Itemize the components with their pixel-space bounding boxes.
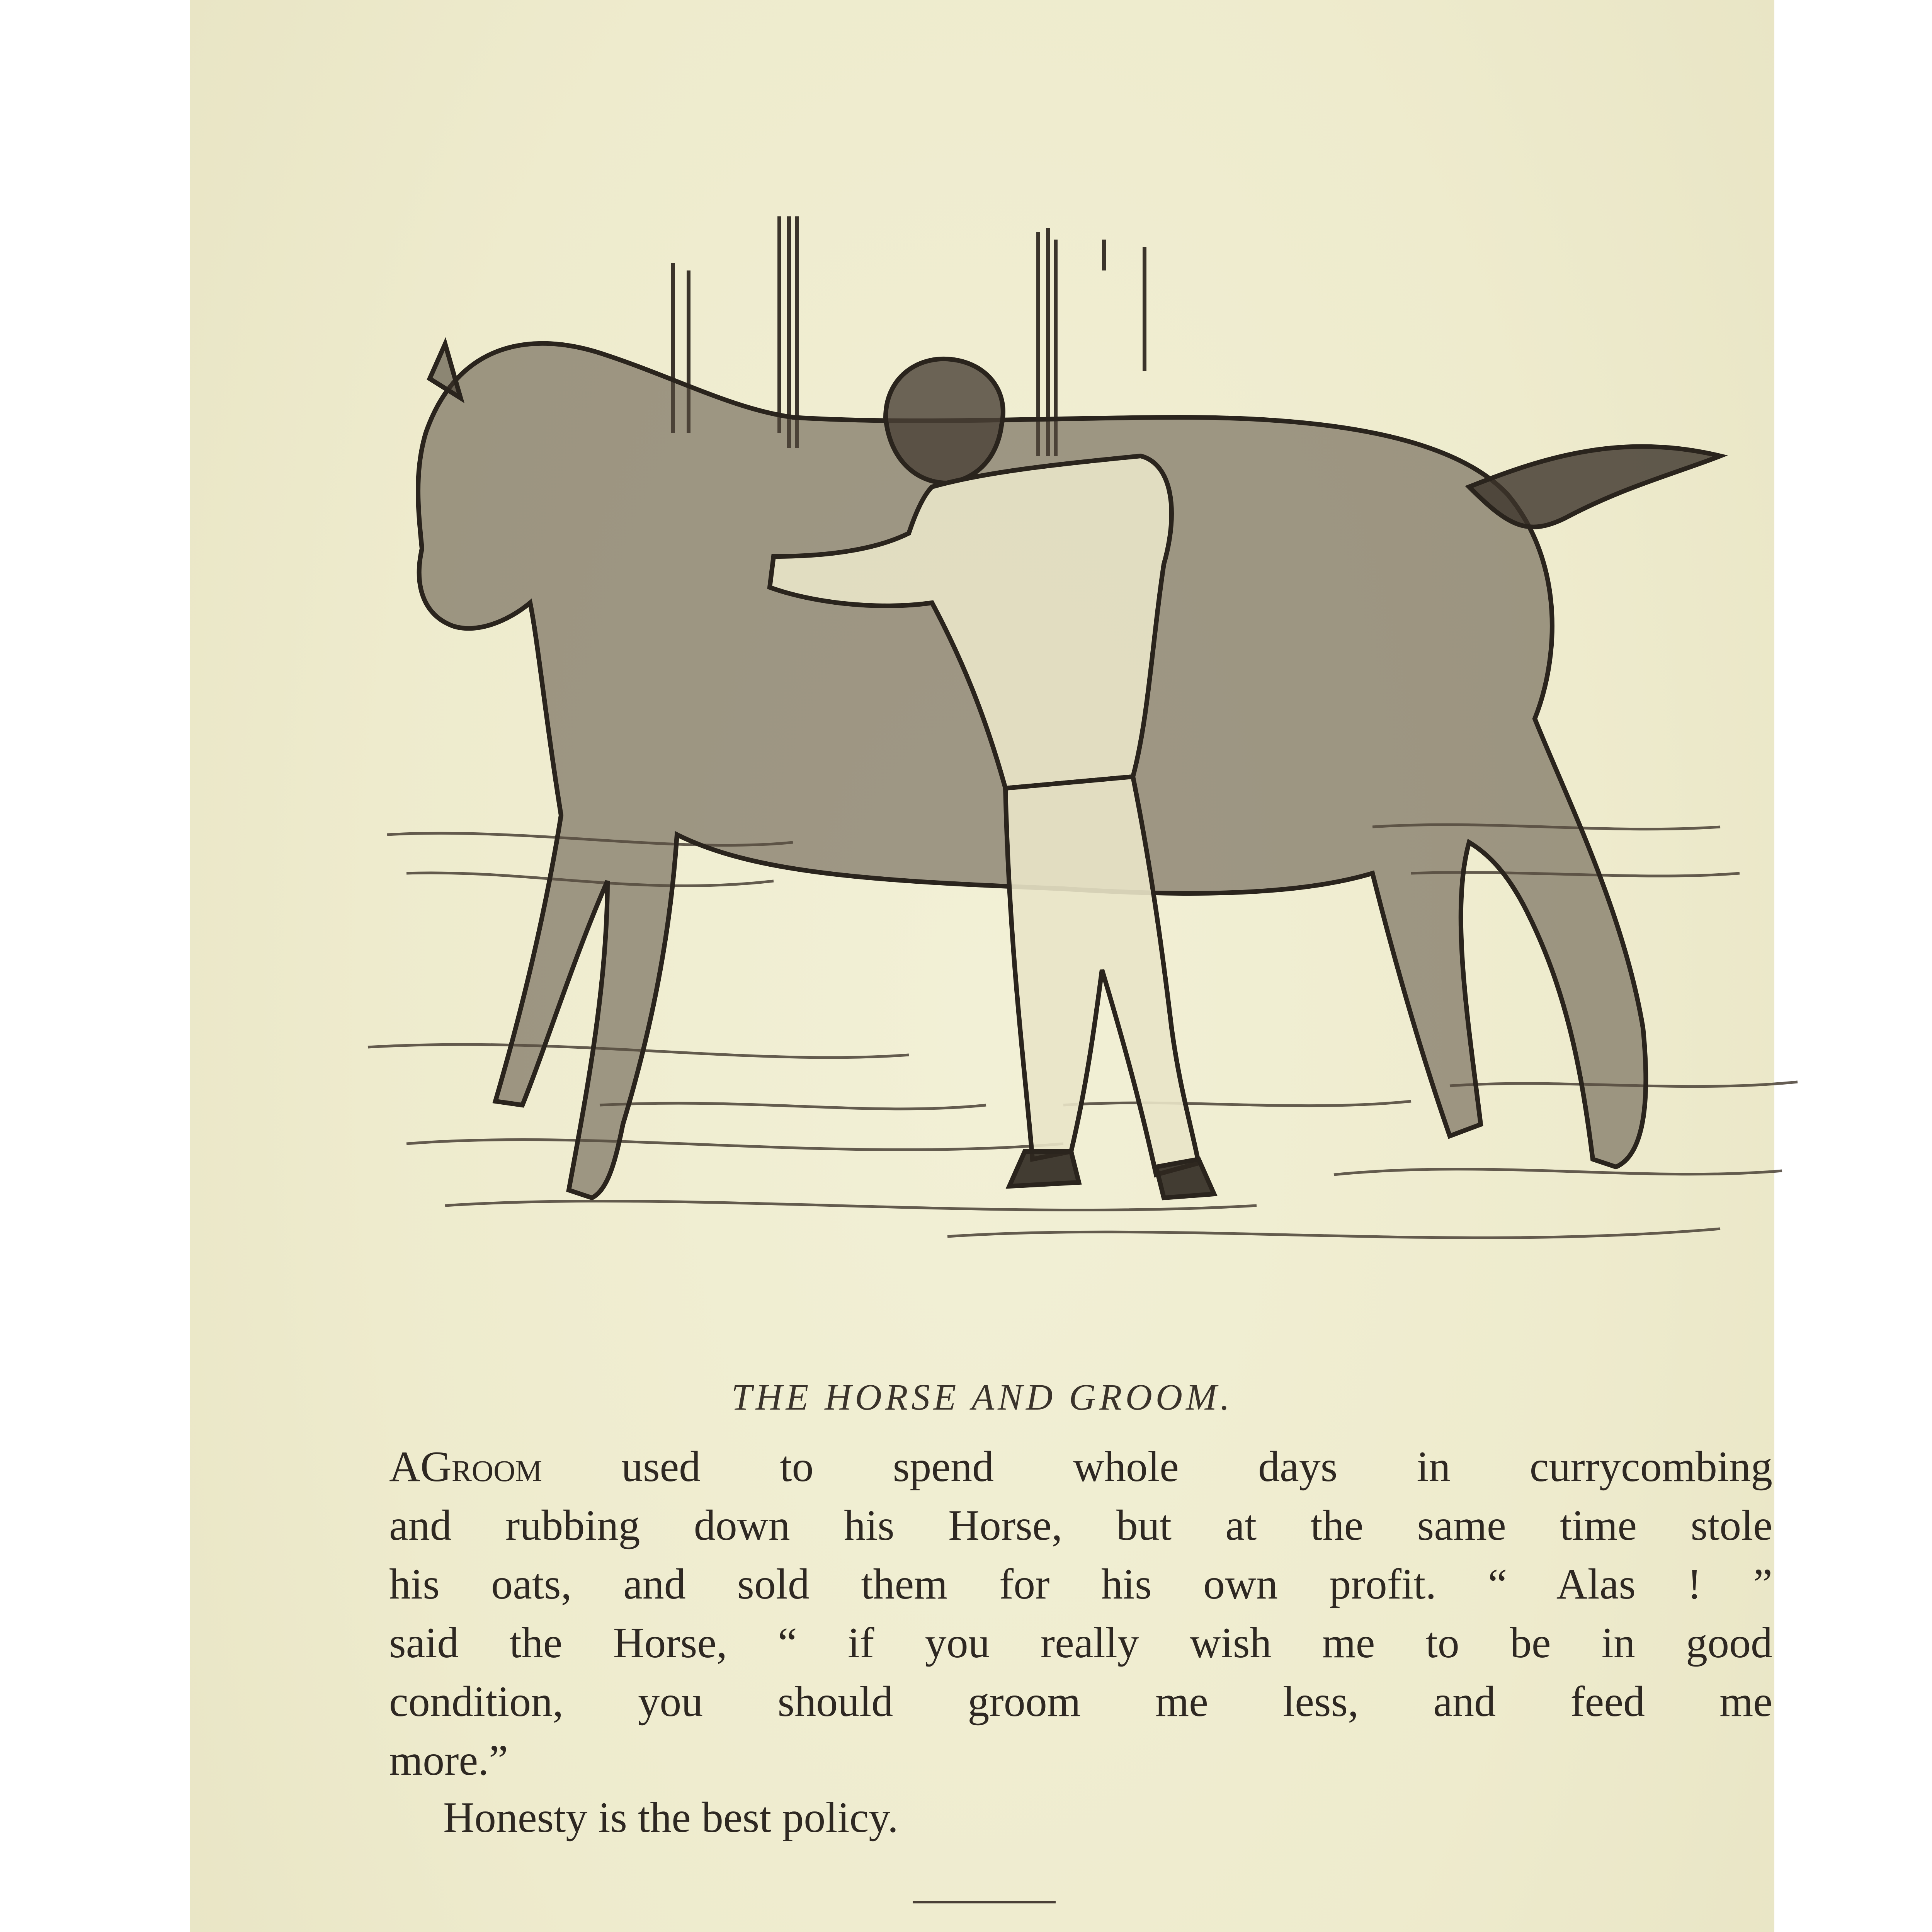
- text-line: said the Horse, “ if you really wish me to be in good: [389, 1619, 1772, 1667]
- text-line: and rubbing down his Horse, but at the same time stole: [389, 1502, 1772, 1549]
- book-page: [190, 0, 1774, 1932]
- fable-text-horse-and-groom: [389, 1437, 1772, 1790]
- text-line: condition, you should groom me less, and feed me: [389, 1678, 1772, 1726]
- fable-moral: Honesty is the best policy.: [443, 1794, 898, 1842]
- text-line: more.”: [389, 1736, 508, 1784]
- section-divider: [913, 1901, 1056, 1903]
- fable-title-horse-and-groom: THE HORSE AND GROOM.: [731, 1376, 1233, 1418]
- text-line: his oats, and sold them for his own profit. “ Alas ! ”: [389, 1560, 1772, 1608]
- horse-and-groom-engraving: [329, 216, 1801, 1349]
- text-line: AGroom used to spend whole days in currycombing: [389, 1443, 1772, 1491]
